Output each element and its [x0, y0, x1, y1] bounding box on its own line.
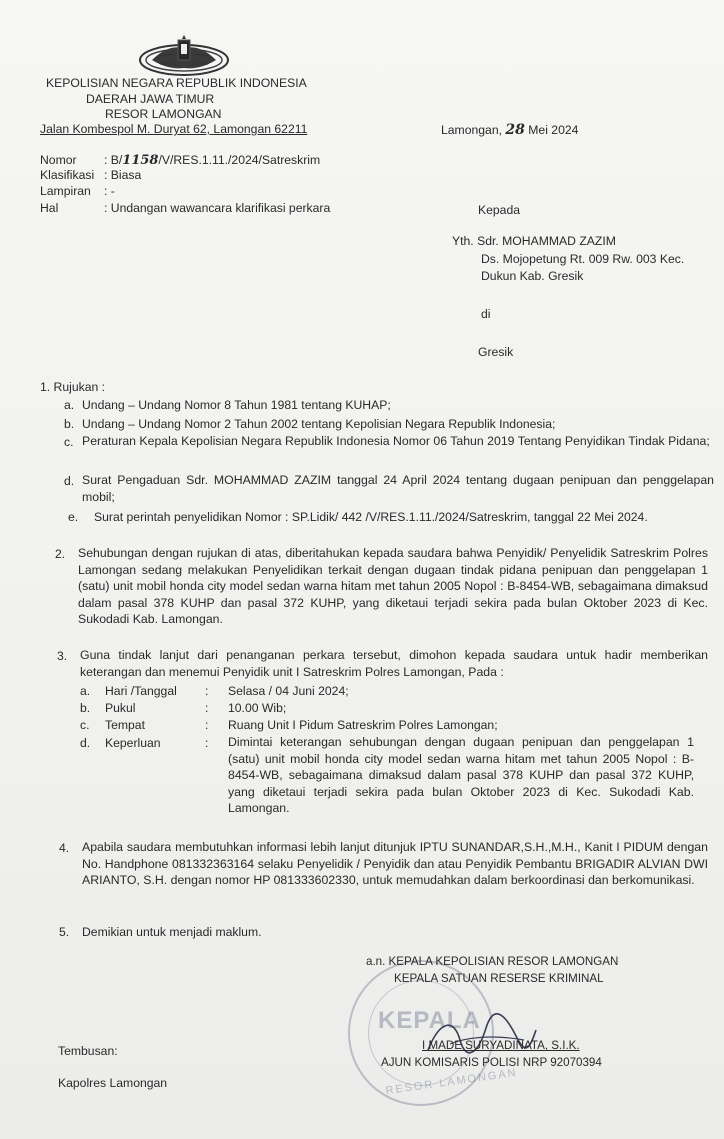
header-address: Jalan Kombespol M. Duryat 62, Lamongan 62211 — [40, 122, 308, 136]
ref-d-text: Surat Pengaduan Sdr. MOHAMMAD ZAZIM tanggal 24 April 2024 tentang dugaan penipuan dan penggelapan mobil; — [82, 473, 714, 504]
section-2-text: Sehubungan dengan rujukan di atas, diberitahukan kepada saudara bahwa Penyidik/ Penyelidik Satreskrim Polres Lamongan sedang melakukan Penyelidikan terkait dengan dugaan tindak pidana penipuan dan penggelapan 1 (satu) unit mobil honda city model sedan warna hitam met tahun 2005 Nopol : B-8454-WB, sebagaimana dimaksud dalam pasal 378 KUHP dan pasal 372 KUHP, yang diketaui terjadi sekira pada bulan Oktober 2023 di Kec. Sukodadi Kab. Lamongan. — [78, 546, 708, 626]
section-4-text: Apabila saudara membutuhkan informasi lebih lanjut ditunjuk IPTU SUNANDAR,S.H.,M.H., Kanit I PIDUM dengan No. Handphone 081332363164 selaku Penyelidik / Penyidik dan atau Penyidik Pembantu BRIGADIR ALVIAN DWI ARIANTO, S.H. dengan nomor HP 081333602330, untuk memudahkan dalam berkoordinasi dan berkomunikasi. — [82, 840, 708, 887]
detail-c-colon: : — [205, 718, 209, 732]
handwritten-signature-icon — [420, 1010, 540, 1060]
nomor-handwritten: 1158 — [122, 153, 159, 168]
detail-a-letter: a. — [80, 684, 91, 698]
nomor-prefix: : B/ — [104, 153, 123, 167]
letter-date — [441, 122, 578, 138]
nomor-suffix: /V/RES.1.11./2024/Satreskrim — [158, 153, 321, 167]
ref-e-letter: e. — [68, 510, 79, 524]
recipient-address-2: Dukun Kab. Gresik — [481, 269, 584, 283]
ref-c-letter: c. — [64, 435, 74, 449]
tembusan-label: Tembusan: — [58, 1044, 118, 1058]
detail-b-letter: b. — [80, 701, 91, 715]
date-day-handwritten: 28 — [505, 122, 525, 138]
klasifikasi-label: Klasifikasi — [40, 168, 95, 182]
detail-b-label: Pukul — [105, 701, 136, 715]
nomor-label: Nomor — [40, 153, 77, 167]
section-3-number: 3. — [57, 649, 68, 663]
ref-a-letter: a. — [64, 398, 75, 412]
detail-a-colon: : — [205, 684, 209, 698]
signatory-rank: AJUN KOMISARIS POLISI NRP 92070394 — [381, 1056, 602, 1069]
ref-e-text: Surat perintah penyelidikan Nomor : SP.Lidik/ 442 /V/RES.1.11./2024/Satreskrim, tanggal 22 Mei 2024. — [94, 510, 648, 524]
recipient-di: di — [481, 307, 491, 321]
detail-c-label: Tempat — [105, 718, 145, 732]
detail-d-label: Keperluan — [105, 736, 161, 750]
police-crest-icon — [138, 34, 230, 78]
ref-a-text: Undang – Undang Nomor 8 Tahun 1981 tentang KUHAP; — [82, 398, 391, 412]
detail-a-value: Selasa / 04 Juni 2024; — [228, 684, 349, 698]
section-4-number: 4. — [59, 841, 70, 855]
recipient-city: Gresik — [478, 345, 514, 359]
detail-a-label: Hari /Tanggal — [105, 684, 177, 698]
lampiran-value: : - — [104, 184, 115, 198]
date-suffix: Mei 2024 — [528, 123, 579, 137]
section-2-number: 2. — [55, 547, 66, 561]
recipient-name: Yth. Sdr. MOHAMMAD ZAZIM — [452, 234, 616, 248]
detail-d-colon: : — [205, 736, 209, 750]
detail-c-letter: c. — [80, 718, 90, 732]
detail-b-value: 10.00 Wib; — [228, 701, 287, 715]
signatory-name: I MADE SURYADINATA, S.I.K. — [422, 1039, 580, 1052]
stamp-bottom-text: RESOR LAMONGAN — [384, 1066, 519, 1098]
section-5-number: 5. — [59, 925, 70, 939]
signature-an: a.n. KEPALA KEPOLISIAN RESOR LAMONGAN — [366, 955, 619, 968]
stamp-text: KEPALA — [378, 1007, 481, 1034]
klasifikasi-value: : Biasa — [104, 168, 142, 182]
header-line-3: RESOR LAMONGAN — [105, 107, 222, 121]
detail-b-colon: : — [205, 701, 209, 715]
kepada: Kepada — [478, 203, 521, 217]
signature-title: KEPALA SATUAN RESERSE KRIMINAL — [394, 972, 604, 985]
date-prefix: Lamongan, — [441, 123, 502, 137]
ref-c-text: Peraturan Kepala Kepolisian Negara Republik Indonesia Nomor 06 Tahun 2019 Tentang Penyidikan Tindak Pidana; — [82, 434, 710, 448]
section-3-text: Guna tindak lanjut dari penanganan perkara tersebut, dimohon kepada saudara untuk hadir memberikan keterangan dan menemui Penyidik unit I Satreskrim Polres Lamongan, Pada : — [80, 648, 708, 679]
detail-d-value: Dimintai keterangan sehubungan dengan dugaan penipuan dan penggelapan 1 (satu) unit mobil honda city model sedan warna hitam met tahun 2005 Nopol : B-8454-WB, sebagaimana dimaksud dalam pasal 378 KUHP dan pasal 372 KUHP, yang diketaui terjadi sekira pada bulan Oktober 2023 di Kec. Sukodadi Kab. Lamongan. — [228, 735, 694, 815]
ref-b-letter: b. — [64, 417, 75, 431]
tembusan-value: Kapolres Lamongan — [58, 1076, 168, 1090]
ref-d-letter: d. — [64, 474, 75, 488]
section-5-text: Demikian untuk menjadi maklum. — [82, 925, 262, 939]
lampiran-label: Lampiran — [40, 184, 91, 198]
hal-value: : Undangan wawancara klarifikasi perkara — [104, 201, 331, 215]
nomor-value — [104, 153, 320, 168]
hal-label: Hal — [40, 201, 59, 215]
ref-b-text: Undang – Undang Nomor 2 Tahun 2002 tentang Kepolisian Negara Republik Indonesia; — [82, 417, 556, 431]
detail-c-value: Ruang Unit I Pidum Satreskrim Polres Lamongan; — [228, 718, 498, 732]
header-line-1: KEPOLISIAN NEGARA REPUBLIK INDONESIA — [46, 76, 307, 90]
recipient-address-1: Ds. Mojopetung Rt. 009 Rw. 003 Kec. — [481, 252, 685, 266]
detail-d-letter: d. — [80, 736, 91, 750]
header-line-2: DAERAH JAWA TIMUR — [86, 92, 215, 106]
section-1-title: 1. Rujukan : — [40, 380, 106, 394]
